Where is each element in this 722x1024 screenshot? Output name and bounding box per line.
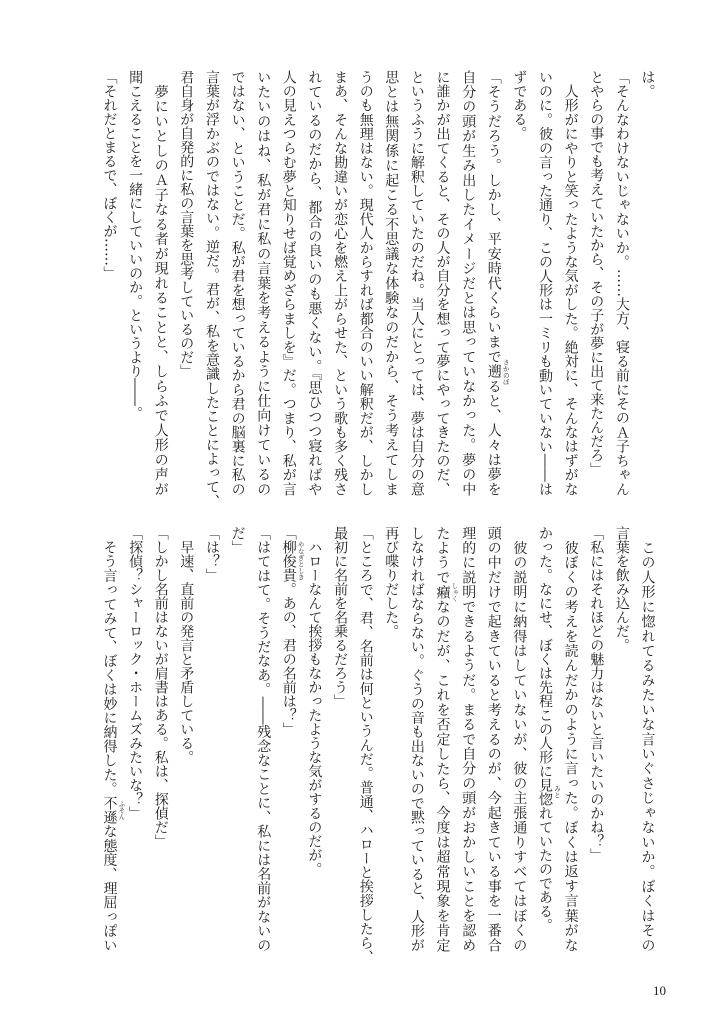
ruby-word bbox=[434, 582, 459, 602]
text-column: いたいのはね、私が君に私の言葉を考えるように仕向けているの bbox=[255, 70, 272, 496]
page-number: 10 bbox=[653, 983, 666, 998]
text-column: 「そんなわけないじゃないか。……大方、寝る前にそのＡ子ちゃん bbox=[613, 70, 630, 497]
text-column: 「私にはそれほどの魅力はないと言いたいのかね？」 bbox=[588, 526, 605, 862]
text-column: 人形がにやりと笑ったような気がした。絶対に、そんなはずがな bbox=[562, 70, 579, 496]
text-column: 再び喋りだした。 bbox=[383, 526, 400, 638]
text-column: 頭の中だけで起きていると考えるのが、今起きている事を一番合 bbox=[485, 526, 502, 953]
ruby-word bbox=[280, 540, 305, 582]
text-column: 自分の頭が生み出したイメージだとは思っていなかった。夢の中 bbox=[460, 70, 477, 496]
column-text: たようで bbox=[434, 526, 451, 585]
text-column: 彼の説明に納得はしていないが、彼の主張通りすべてはぼくの bbox=[511, 526, 528, 952]
column-text: 。あの、君の名前は？」 bbox=[280, 582, 297, 736]
text-column: しなければならない。ぐうの音も出ないので黙っていると、人形が bbox=[408, 526, 425, 952]
text-column: この人形に惚れてるみたいな言いぐさじゃないか。ぼくはその bbox=[639, 526, 656, 952]
text-column: れているのだから、都合の良いのも悪くない。『思ひつつ寝ればや bbox=[306, 70, 323, 496]
column-text: 「そうだろう。しかし、平安時代くらいまで bbox=[485, 70, 502, 365]
column-text: そう言ってみて、ぼくは妙に納得した。 bbox=[101, 526, 118, 796]
text-column bbox=[537, 526, 561, 952]
column-text: な態度、理屈っぽい bbox=[101, 824, 118, 953]
text-column: 夢にいとしのＡ子なる者が現れることと、しらふで人形の声が bbox=[152, 70, 169, 496]
text-column: 最初に名前を名乗るだろう」 bbox=[332, 526, 349, 708]
text-column: 「はてはて。そうだなあ。――残念なことに、私には名前がないの bbox=[255, 526, 272, 952]
text-column bbox=[101, 526, 126, 953]
text-column: うのも無理はない。現代人からすれば都合のいい解釈だが、しかし bbox=[357, 70, 374, 496]
ruby-base-text: 柳俊貴 bbox=[280, 540, 297, 582]
ruby-reading: ふそん bbox=[117, 800, 126, 820]
text-column: 思とは無関係に起こる不思議な体験なのだから、そう考えてしま bbox=[383, 70, 400, 496]
ruby-base-text: 不遜 bbox=[101, 795, 118, 825]
text-column: 「ところで、君、名前は何というんだ。普通、ハローと挨拶したら、 bbox=[357, 526, 374, 964]
lower-text-block bbox=[0, 526, 722, 976]
text-column: とやらの事でも考えていたから、その子が夢に出て来たんだろ」 bbox=[588, 70, 605, 476]
column-text: れていたのである。 bbox=[537, 806, 553, 932]
text-column: 「は？」 bbox=[204, 526, 220, 582]
ruby-word bbox=[485, 358, 510, 385]
text-column: 彼ぼくの考えを読んだかのように言った。ぼくは返す言葉がな bbox=[562, 526, 579, 952]
ruby-word bbox=[537, 778, 561, 806]
ruby-word bbox=[101, 795, 126, 825]
text-column bbox=[280, 526, 305, 952]
text-column: 君自身が自発的に私の言葉を思考しているのだ」 bbox=[178, 70, 195, 378]
upper-text-block bbox=[0, 70, 722, 520]
text-column: 早速、直前の発言と矛盾している。 bbox=[178, 526, 195, 764]
column-text: ると、人々は夢を bbox=[485, 379, 502, 497]
ruby-reading: さかのぼ bbox=[501, 358, 510, 385]
text-column: 「探偵？シャーロック・ホームズみたいな？」 bbox=[127, 526, 144, 820]
column-text: かった。なにせ、ぼくは先程この人形に bbox=[537, 526, 553, 778]
text-column: ではない、ということだ。私が君を想っているから君の脳裏に私の bbox=[229, 70, 246, 496]
ruby-reading: みと bbox=[553, 785, 561, 799]
text-column bbox=[485, 70, 510, 497]
text-column: 言葉が浮かぶのではない。逆だ。君が、私を意識したことによって、 bbox=[204, 70, 220, 508]
text-column: というふうに解釈していたのだね。当人にとっては、夢は自分の意 bbox=[408, 70, 425, 497]
text-column: いのに。彼の言った通り、この人形は一ミリも動いていない――は bbox=[537, 70, 553, 497]
column-text: 「 bbox=[280, 526, 297, 540]
text-column: ハローなんて挨拶もなかったような気がするのだが。 bbox=[306, 526, 323, 876]
text-column: に誰かが出てくると、その人が自分を想って夢にやってきたのだ、 bbox=[434, 70, 451, 496]
ruby-base-text: 癪 bbox=[434, 584, 451, 600]
text-column: 「しかし名前はないが肩書はある。私は、探偵だ」 bbox=[152, 526, 169, 848]
text-column: は。 bbox=[639, 70, 656, 98]
ruby-reading: やなぎとしき bbox=[296, 541, 305, 581]
text-column: 言葉を飲み込んだ。 bbox=[613, 526, 630, 652]
ruby-base-text: 遡 bbox=[485, 364, 502, 380]
text-column: 「それだとまるで、ぼくが……」 bbox=[101, 70, 118, 280]
ruby-reading: しゃく bbox=[450, 582, 459, 602]
text-column: ずである。 bbox=[511, 70, 528, 140]
text-column: 理的に説明できるようだ。まるで自分の頭がおかしいことを認め bbox=[460, 526, 477, 952]
text-column bbox=[434, 526, 459, 953]
ruby-base-text: 見惚 bbox=[537, 778, 553, 806]
text-column: 聞こえることを一緒にしていいのか。というより――。 bbox=[127, 70, 144, 420]
text-column: だ」 bbox=[229, 526, 246, 554]
text-column: 人の見えつらむ夢と知りせば覚めざらましを』だ。つまり、私が言 bbox=[280, 70, 297, 496]
column-text: なのだが、これを否定したら、今度は超常現象を肯定 bbox=[434, 599, 451, 953]
text-column: まあ、そんな勘違いが恋心を燃え上がらせた、という歌も多く残さ bbox=[332, 70, 349, 497]
